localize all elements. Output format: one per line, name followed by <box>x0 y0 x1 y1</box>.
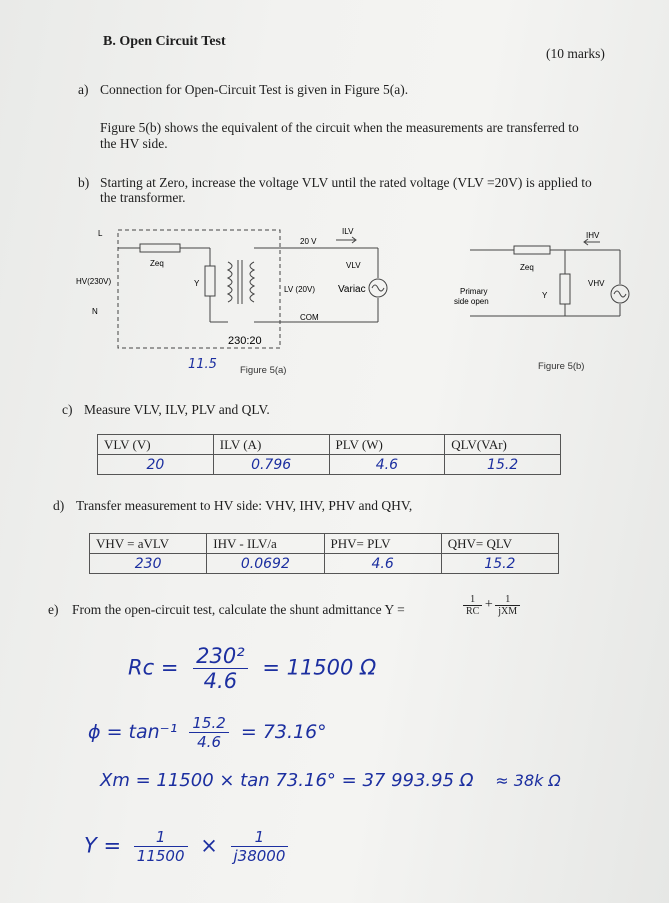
table-cell-phv: 4.6 <box>324 554 441 574</box>
phi-result: = 73.16° <box>240 721 327 743</box>
xm-calculation <box>100 770 561 791</box>
table-cell-ilv: 0.796 <box>213 455 329 475</box>
phi-den: 4.6 <box>197 733 221 751</box>
plus-sign: + <box>484 596 493 612</box>
fig-b-ihv: IHV <box>586 231 600 240</box>
phi-num: 15.2 <box>189 714 228 733</box>
figure-5b-circuit <box>450 228 650 328</box>
frac1-num: 1 <box>463 594 482 606</box>
part-e-text: From the open-circuit test, calculate the shunt admittance Y = <box>72 602 405 617</box>
part-a-note-line2: the HV side. <box>100 136 168 151</box>
table-header-cell: VHV = aVLV <box>90 534 207 554</box>
marks-label: (10 marks) <box>546 46 605 61</box>
fig-b-y: Y <box>542 291 548 300</box>
fig-a-20v: 20 V <box>300 237 317 246</box>
frac1-den: RC <box>466 606 480 617</box>
table-cell-vlv: 20 <box>98 455 214 475</box>
fig-a-lv: LV (20V) <box>284 285 315 294</box>
table-cell-qlv: 15.2 <box>445 455 561 475</box>
section-title: B. Open Circuit Test <box>103 34 226 49</box>
table-header-row <box>98 435 561 455</box>
phi-lhs: ϕ = tan⁻¹ <box>88 721 178 743</box>
fig-a-caption: Figure 5(a) <box>240 365 287 376</box>
phi-calculation <box>88 714 327 751</box>
part-a-text: Connection for Open-Circuit Test is given in Figure 5(a). <box>100 82 409 97</box>
part-e-label: e) <box>48 602 59 617</box>
fig-b-primary1: Primary <box>460 287 488 296</box>
rc-den: 4.6 <box>203 669 238 693</box>
rc-num: 230² <box>193 644 248 669</box>
table-header-cell: VLV (V) <box>98 435 214 455</box>
admittance-formula <box>463 594 520 617</box>
figure-5a-circuit <box>76 222 408 362</box>
table-header-cell: PHV= PLV <box>324 534 441 554</box>
measurement-table-hv <box>89 533 559 574</box>
table-header-cell: IHV - ILV/a <box>207 534 324 554</box>
measurement-table-lv <box>97 434 561 475</box>
fig-b-caption: Figure 5(b) <box>538 361 585 372</box>
table-cell-ihv: 0.0692 <box>207 554 324 574</box>
part-b-line2: the transformer. <box>100 190 186 205</box>
fig-a-l-label: L <box>98 229 103 238</box>
y-lhs: Y = <box>84 833 122 858</box>
part-a-label: a) <box>78 82 89 97</box>
table-row <box>90 554 559 574</box>
fig-a-handwritten-ratio: 11.5 <box>188 357 217 372</box>
fig-b-vhv: VHV <box>588 279 605 288</box>
fig-a-n-label: N <box>92 307 98 316</box>
y-calculation <box>84 828 294 865</box>
table-header-cell: PLV (W) <box>329 435 445 455</box>
part-c-text: Measure VLV, ILV, PLV and QLV. <box>84 402 270 417</box>
y-times: × <box>200 833 218 858</box>
y-den2: j38000 <box>233 847 286 865</box>
table-header-cell: QLV(VAr) <box>445 435 561 455</box>
table-header-row <box>90 534 559 554</box>
table-header-cell: QHV= QLV <box>441 534 558 554</box>
rc-calculation <box>128 644 376 693</box>
fig-b-primary2: side open <box>454 297 489 306</box>
fig-a-y: Y <box>194 279 200 288</box>
fig-a-hv-label: HV(230V) <box>76 277 112 286</box>
fig-a-com: COM <box>300 313 319 322</box>
part-a-note-line1: Figure 5(b) shows the equivalent of the circuit when the measurements are transferred to <box>100 120 579 135</box>
fig-a-variac: Variac <box>338 284 366 295</box>
table-cell-qhv: 15.2 <box>441 554 558 574</box>
table-cell-vhv: 230 <box>90 554 207 574</box>
part-b-line1: Starting at Zero, increase the voltage VLV until the rated voltage (VLV =20V) is applied to <box>100 175 592 190</box>
table-header-cell: ILV (A) <box>213 435 329 455</box>
fig-b-zeq: Zeq <box>520 263 534 272</box>
part-d-label: d) <box>53 498 65 513</box>
rc-result: = 11500 Ω <box>262 655 377 680</box>
rc-lhs: Rc = <box>128 655 179 680</box>
xm-approx: ≈ 38k Ω <box>495 771 561 790</box>
y-den1: 11500 <box>136 847 185 865</box>
xm-line: Xm = 11500 × tan 73.16° = 37 993.95 Ω <box>100 770 474 791</box>
table-row <box>98 455 561 475</box>
fig-a-vlv: VLV <box>346 261 361 270</box>
frac2-num: 1 <box>495 594 520 606</box>
table-cell-plv: 4.6 <box>329 455 445 475</box>
part-b-label: b) <box>78 175 90 190</box>
fig-a-ilv: ILV <box>342 227 354 236</box>
fig-a-ratio: 230:20 <box>228 335 262 347</box>
frac2-den: jXM <box>498 606 518 617</box>
fig-a-zeq: Zeq <box>150 259 164 268</box>
part-c-label: c) <box>62 402 73 417</box>
part-d-text: Transfer measurement to HV side: VHV, IHV, PHV and QHV, <box>76 498 413 513</box>
y-num2: 1 <box>231 828 289 847</box>
y-num1: 1 <box>134 828 188 847</box>
